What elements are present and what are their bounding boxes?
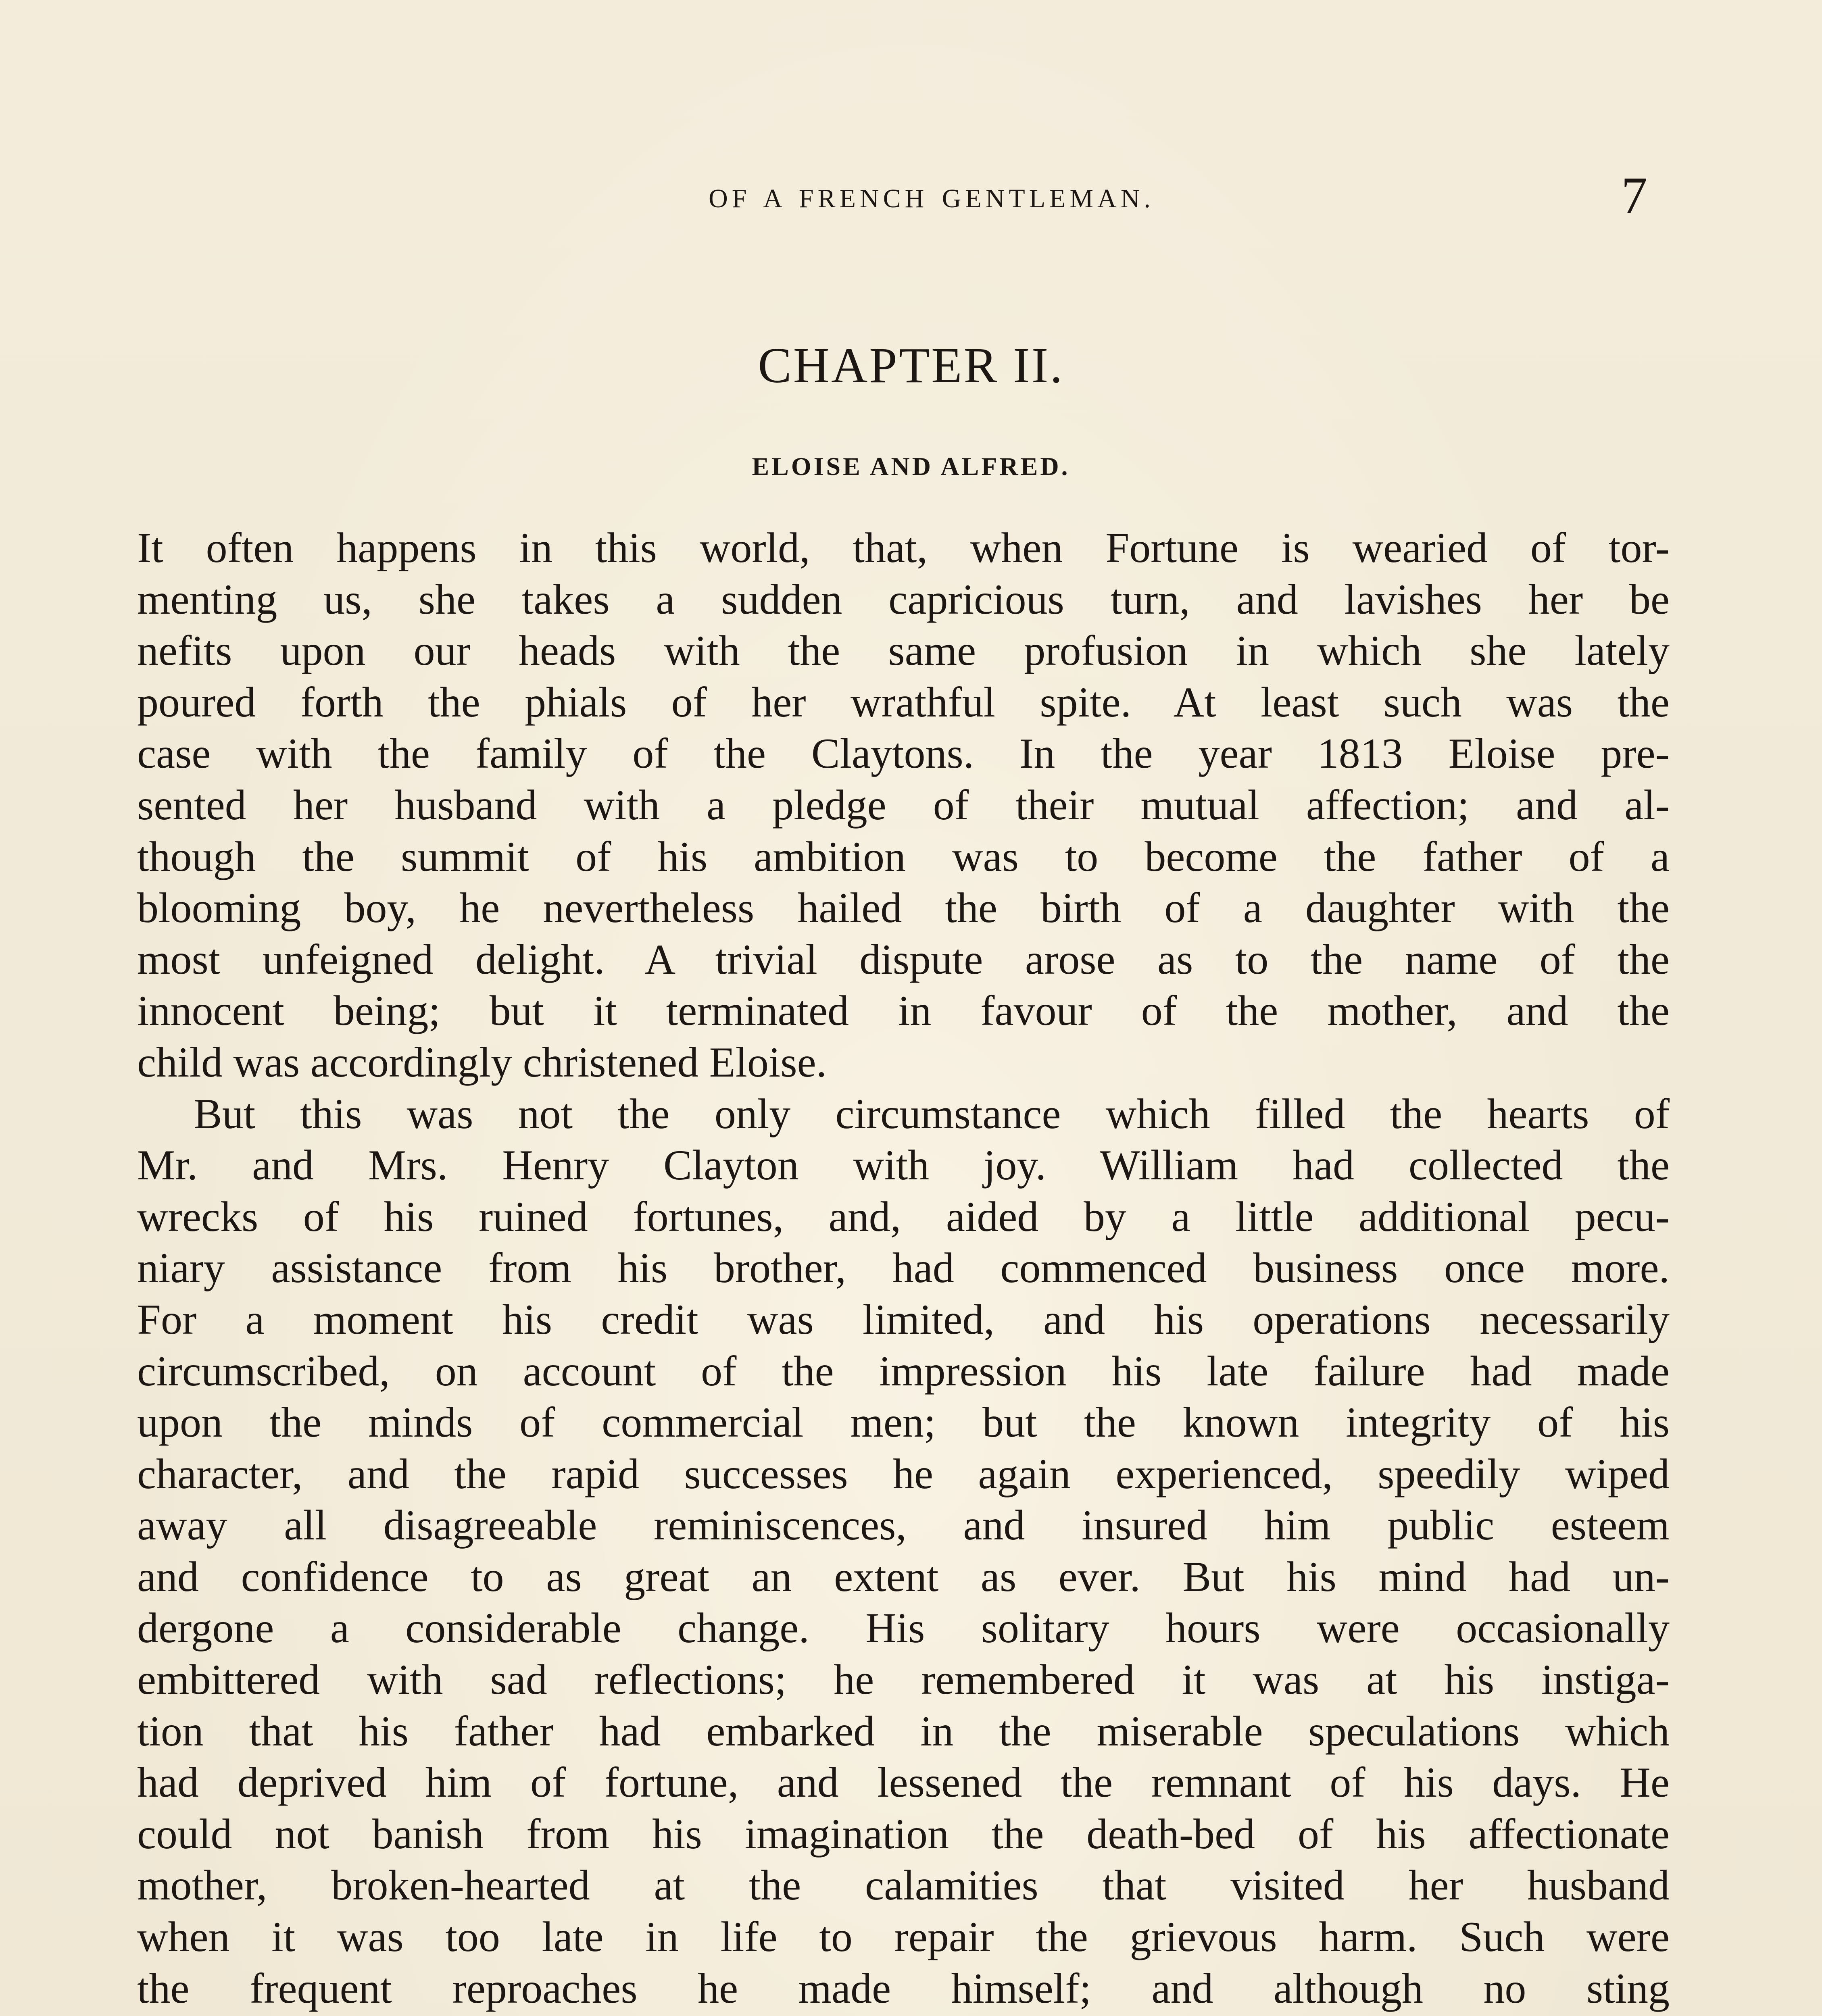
text-line: embittered with sad reflections; he remembered it was at his instiga- — [137, 1656, 1670, 1704]
text-line: But this was not the only circumstance which filled the hearts of — [194, 1090, 1670, 1137]
text-line: blooming boy, he nevertheless hailed the birth of a daughter with the — [137, 884, 1670, 932]
text-line: It often happens in this world, that, when Fortune is wearied of tor- — [137, 524, 1670, 571]
paragraph — [137, 1088, 1670, 2016]
text-line: the frequent reproaches he made himself; and although no sting — [137, 1964, 1670, 2012]
running-head: OF A FRENCH GENTLEMAN. — [709, 184, 1155, 213]
text-line: case with the family of the Claytons. In the year 1813 Eloise pre- — [137, 730, 1670, 777]
text-line: poured forth the phials of her wrathful spite. At least such was the — [137, 678, 1670, 726]
text-line: most unfeigned delight. A trivial dispute arose as to the name of the — [137, 935, 1670, 983]
text-line: dergone a considerable change. His solitary hours were occasionally — [137, 1604, 1670, 1652]
text-line: had deprived him of fortune, and lessened the remnant of his days. He — [137, 1759, 1670, 1806]
text-line: tion that his father had embarked in the miserable speculations which — [137, 1707, 1670, 1755]
text-line: menting us, she takes a sudden capricious turn, and lavishes her be — [137, 575, 1670, 623]
text-line: Mr. and Mrs. Henry Clayton with joy. William had collected the — [137, 1141, 1670, 1189]
text-line: For a moment his credit was limited, and his operations necessarily — [137, 1295, 1670, 1343]
chapter-title: CHAPTER II. — [758, 338, 1064, 394]
text-line: mother, broken-hearted at the calamities that visited her husband — [137, 1862, 1670, 1909]
text-line: innocent being; but it terminated in favour of the mother, and the — [137, 987, 1670, 1035]
page-number: 7 — [1621, 167, 1647, 225]
chapter-subtitle: ELOISE AND ALFRED. — [752, 452, 1070, 481]
text-line: sented her husband with a pledge of their mutual affection; and al- — [137, 781, 1670, 829]
text-line: character, and the rapid successes he again experienced, speedily wiped — [137, 1450, 1670, 1497]
text-line: upon the minds of commercial men; but the known integrity of his — [137, 1399, 1670, 1446]
text-line: when it was too late in life to repair the grievous harm. Such were — [137, 1913, 1670, 1961]
chapter-body — [137, 522, 1670, 2016]
text-line: circumscribed, on account of the impression his late failure had made — [137, 1347, 1670, 1395]
text-line: away all disagreeable reminiscences, and insured him public esteem — [137, 1502, 1670, 1549]
text-line: and confidence to as great an extent as ever. But his mind had un- — [137, 1553, 1670, 1600]
paragraph — [137, 522, 1670, 1088]
text-line: child was accordingly christened Eloise. — [137, 1038, 827, 1086]
text-line: though the summit of his ambition was to become the father of a — [137, 833, 1670, 880]
text-line — [137, 2014, 1670, 2016]
text-line: could not banish from his imagination the death-bed of his affectionate — [137, 1810, 1670, 1858]
text-line: wrecks of his ruined fortunes, and, aided by a little additional pecu- — [137, 1193, 1670, 1240]
text-line: niary assistance from his brother, had commenced business once more. — [137, 1244, 1670, 1292]
text-line: nefits upon our heads with the same profusion in which she lately — [137, 627, 1670, 675]
